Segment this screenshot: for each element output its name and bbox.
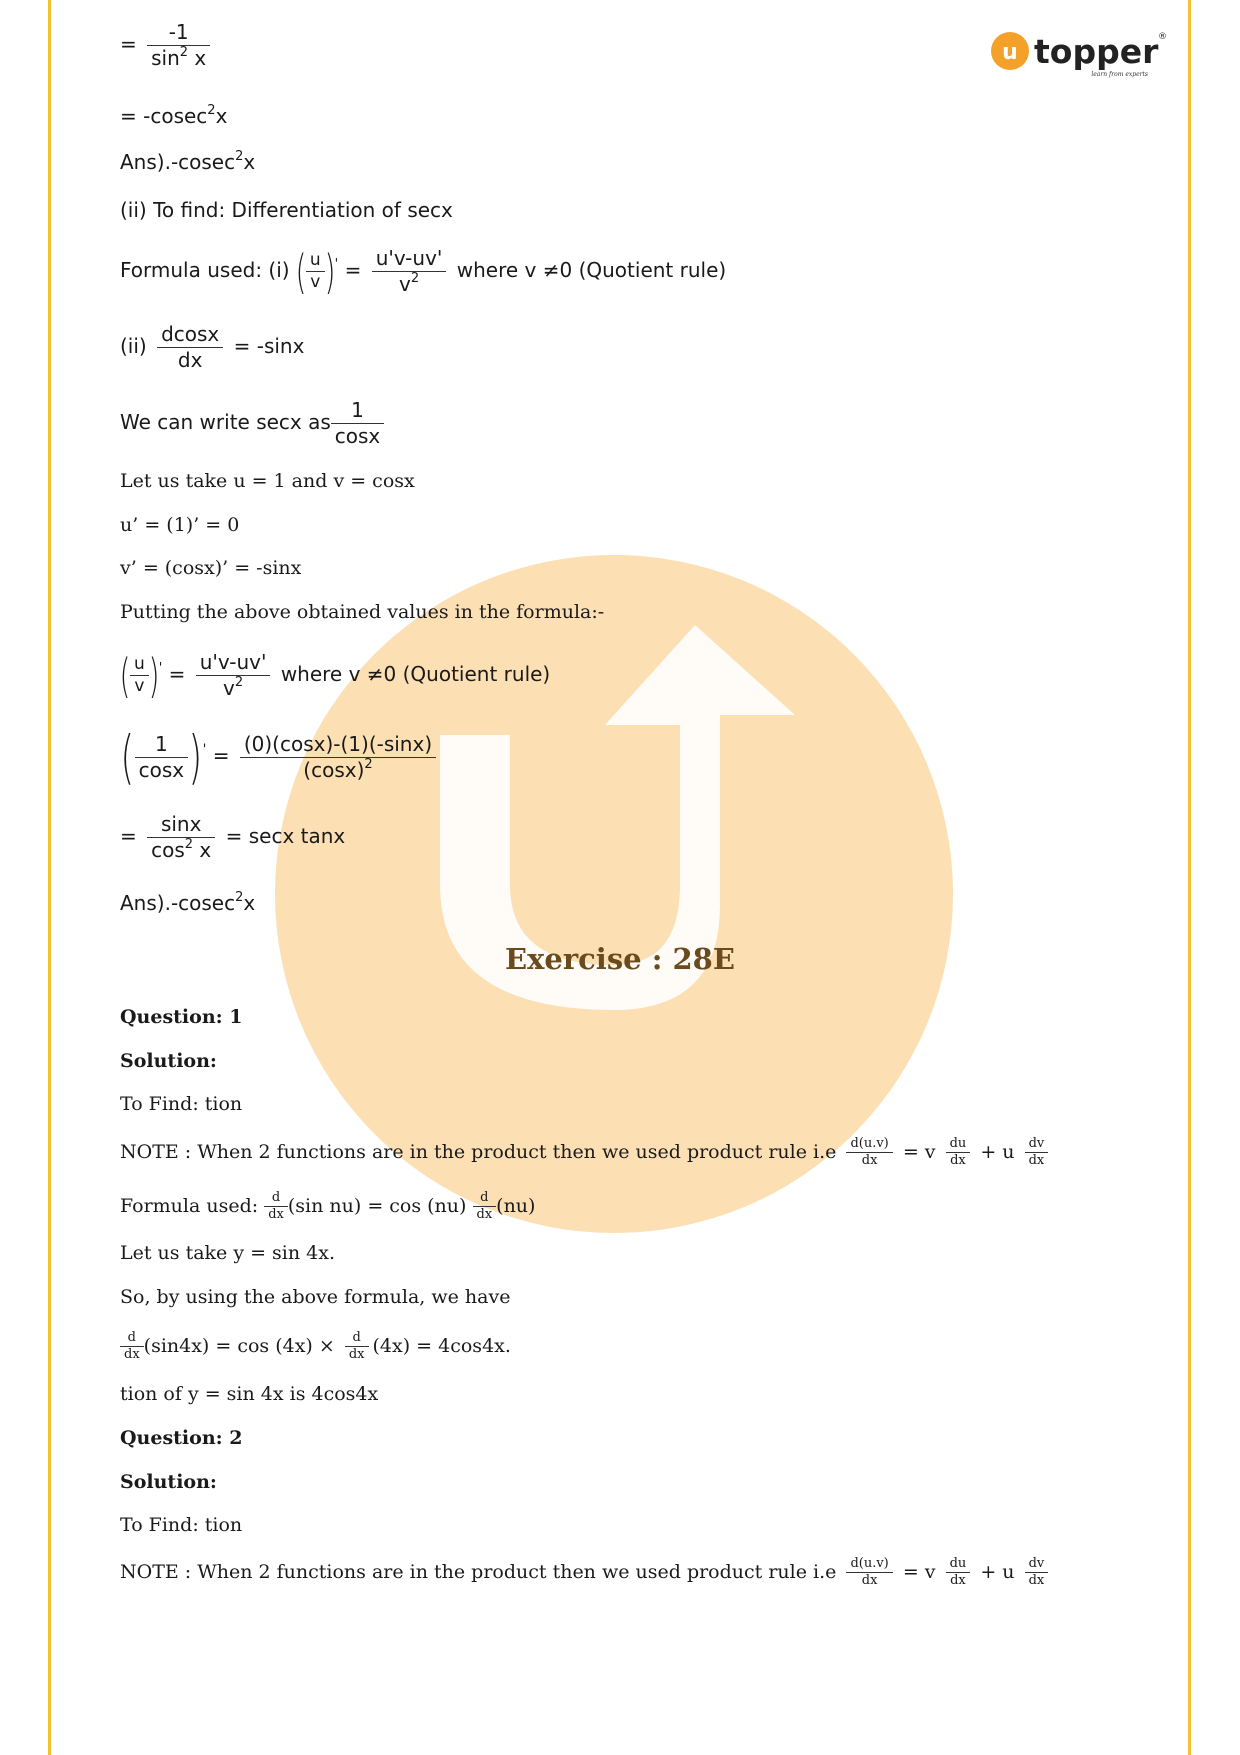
q1-result: tion of y = sin 4x is 4cos4x [120,1383,379,1405]
page-border-right [1188,0,1191,1755]
svg-text:learn from experts: learn from experts [1091,71,1148,78]
step-neg-cosec2: = -cosec$^2$x [120,102,228,128]
q1-to-find: To Find: tion [120,1093,243,1115]
exercise-title: Exercise : 28E [505,942,735,976]
q1-so-using: So, by using the above formula, we have [120,1286,511,1308]
formula-dcosx: (ii) $\frac{dcosx}{dx}$ = -sinx [120,322,305,372]
step-neg-one-over-sin2: = $\frac{-1}{\sin^2 x}$ [120,20,214,71]
part-ii-heading: (ii) To find: Differentiation of secx [120,198,453,222]
q2-solution-label: Solution: [120,1471,217,1493]
q1-formula-used: Formula used: $\frac{d}{dx}$ (sin nu) = cos (nu) $\frac{d}{dx}$ (nu) [120,1190,536,1223]
secx-rewrite: We can write secx as $\frac{1}{\cos x}$ [120,398,388,449]
svg-text:topper: topper [1034,32,1159,71]
q1-let-y: Let us take y = sin 4x. [120,1242,336,1264]
quotient-rule-restated: ( $\frac{u}{v}$ )' = $\frac{u'v-uv'}{v^2}$ where v ≠0 (Quotient rule) [119,648,551,703]
substitution-step: ( $\frac{1}{\cos x}$ )' = $\frac{(0)(\cos x)-(1)(-\sin x)}{(\cos x)^2}$ [120,728,440,786]
u-prime: u’ = (1)’ = 0 [120,514,240,536]
q1-note-product-rule: NOTE : When 2 functions are in the product then we used product rule i.e $\frac{d(u.v)}{dx}$ = v $\frac{du}{dx}$ + u $\frac{dv}{dx}$ [120,1136,1052,1170]
secx-tanx-step: = $\frac{\sin x}{\cos^2 x}$ = secx tanx [120,812,346,862]
svg-text:u: u [1002,40,1018,65]
putting-values: Putting the above obtained values in the formula:- [120,601,605,623]
q1-solution-label: Solution: [120,1050,217,1072]
question-2-heading: Question: 2 [120,1427,243,1449]
page-border-left [48,0,51,1755]
answer-2: Ans).-cosec$^2$x [120,889,256,915]
question-1-heading: Question: 1 [120,1006,243,1028]
topper-logo [990,30,1165,85]
v-prime: v’ = (cosx)’ = -sinx [120,557,302,579]
q1-calculation: $\frac{d}{dx}$ (sin4x) = cos (4x) × $\frac{d}{dx}$ (4x) = 4cos4x. [120,1330,511,1364]
answer-1: Ans).-cosec$^2$x [120,148,256,174]
let-u-v: Let us take u = 1 and v = cosx [120,470,415,492]
q2-note-product-rule: NOTE : When 2 functions are in the product then we used product rule i.e $\frac{d(u.v)}{dx}$ = v $\frac{du}{dx}$ + u $\frac{dv}{dx}$ [120,1556,1052,1590]
svg-text:®: ® [1158,32,1167,42]
formula-quotient-rule: Formula used: (i) ( $\frac{u}{v}$ )' = $\frac{u'v-uv'}{v^2}$ where v ≠0 (Quotient rule) [120,244,727,299]
q2-to-find: To Find: tion [120,1514,243,1536]
